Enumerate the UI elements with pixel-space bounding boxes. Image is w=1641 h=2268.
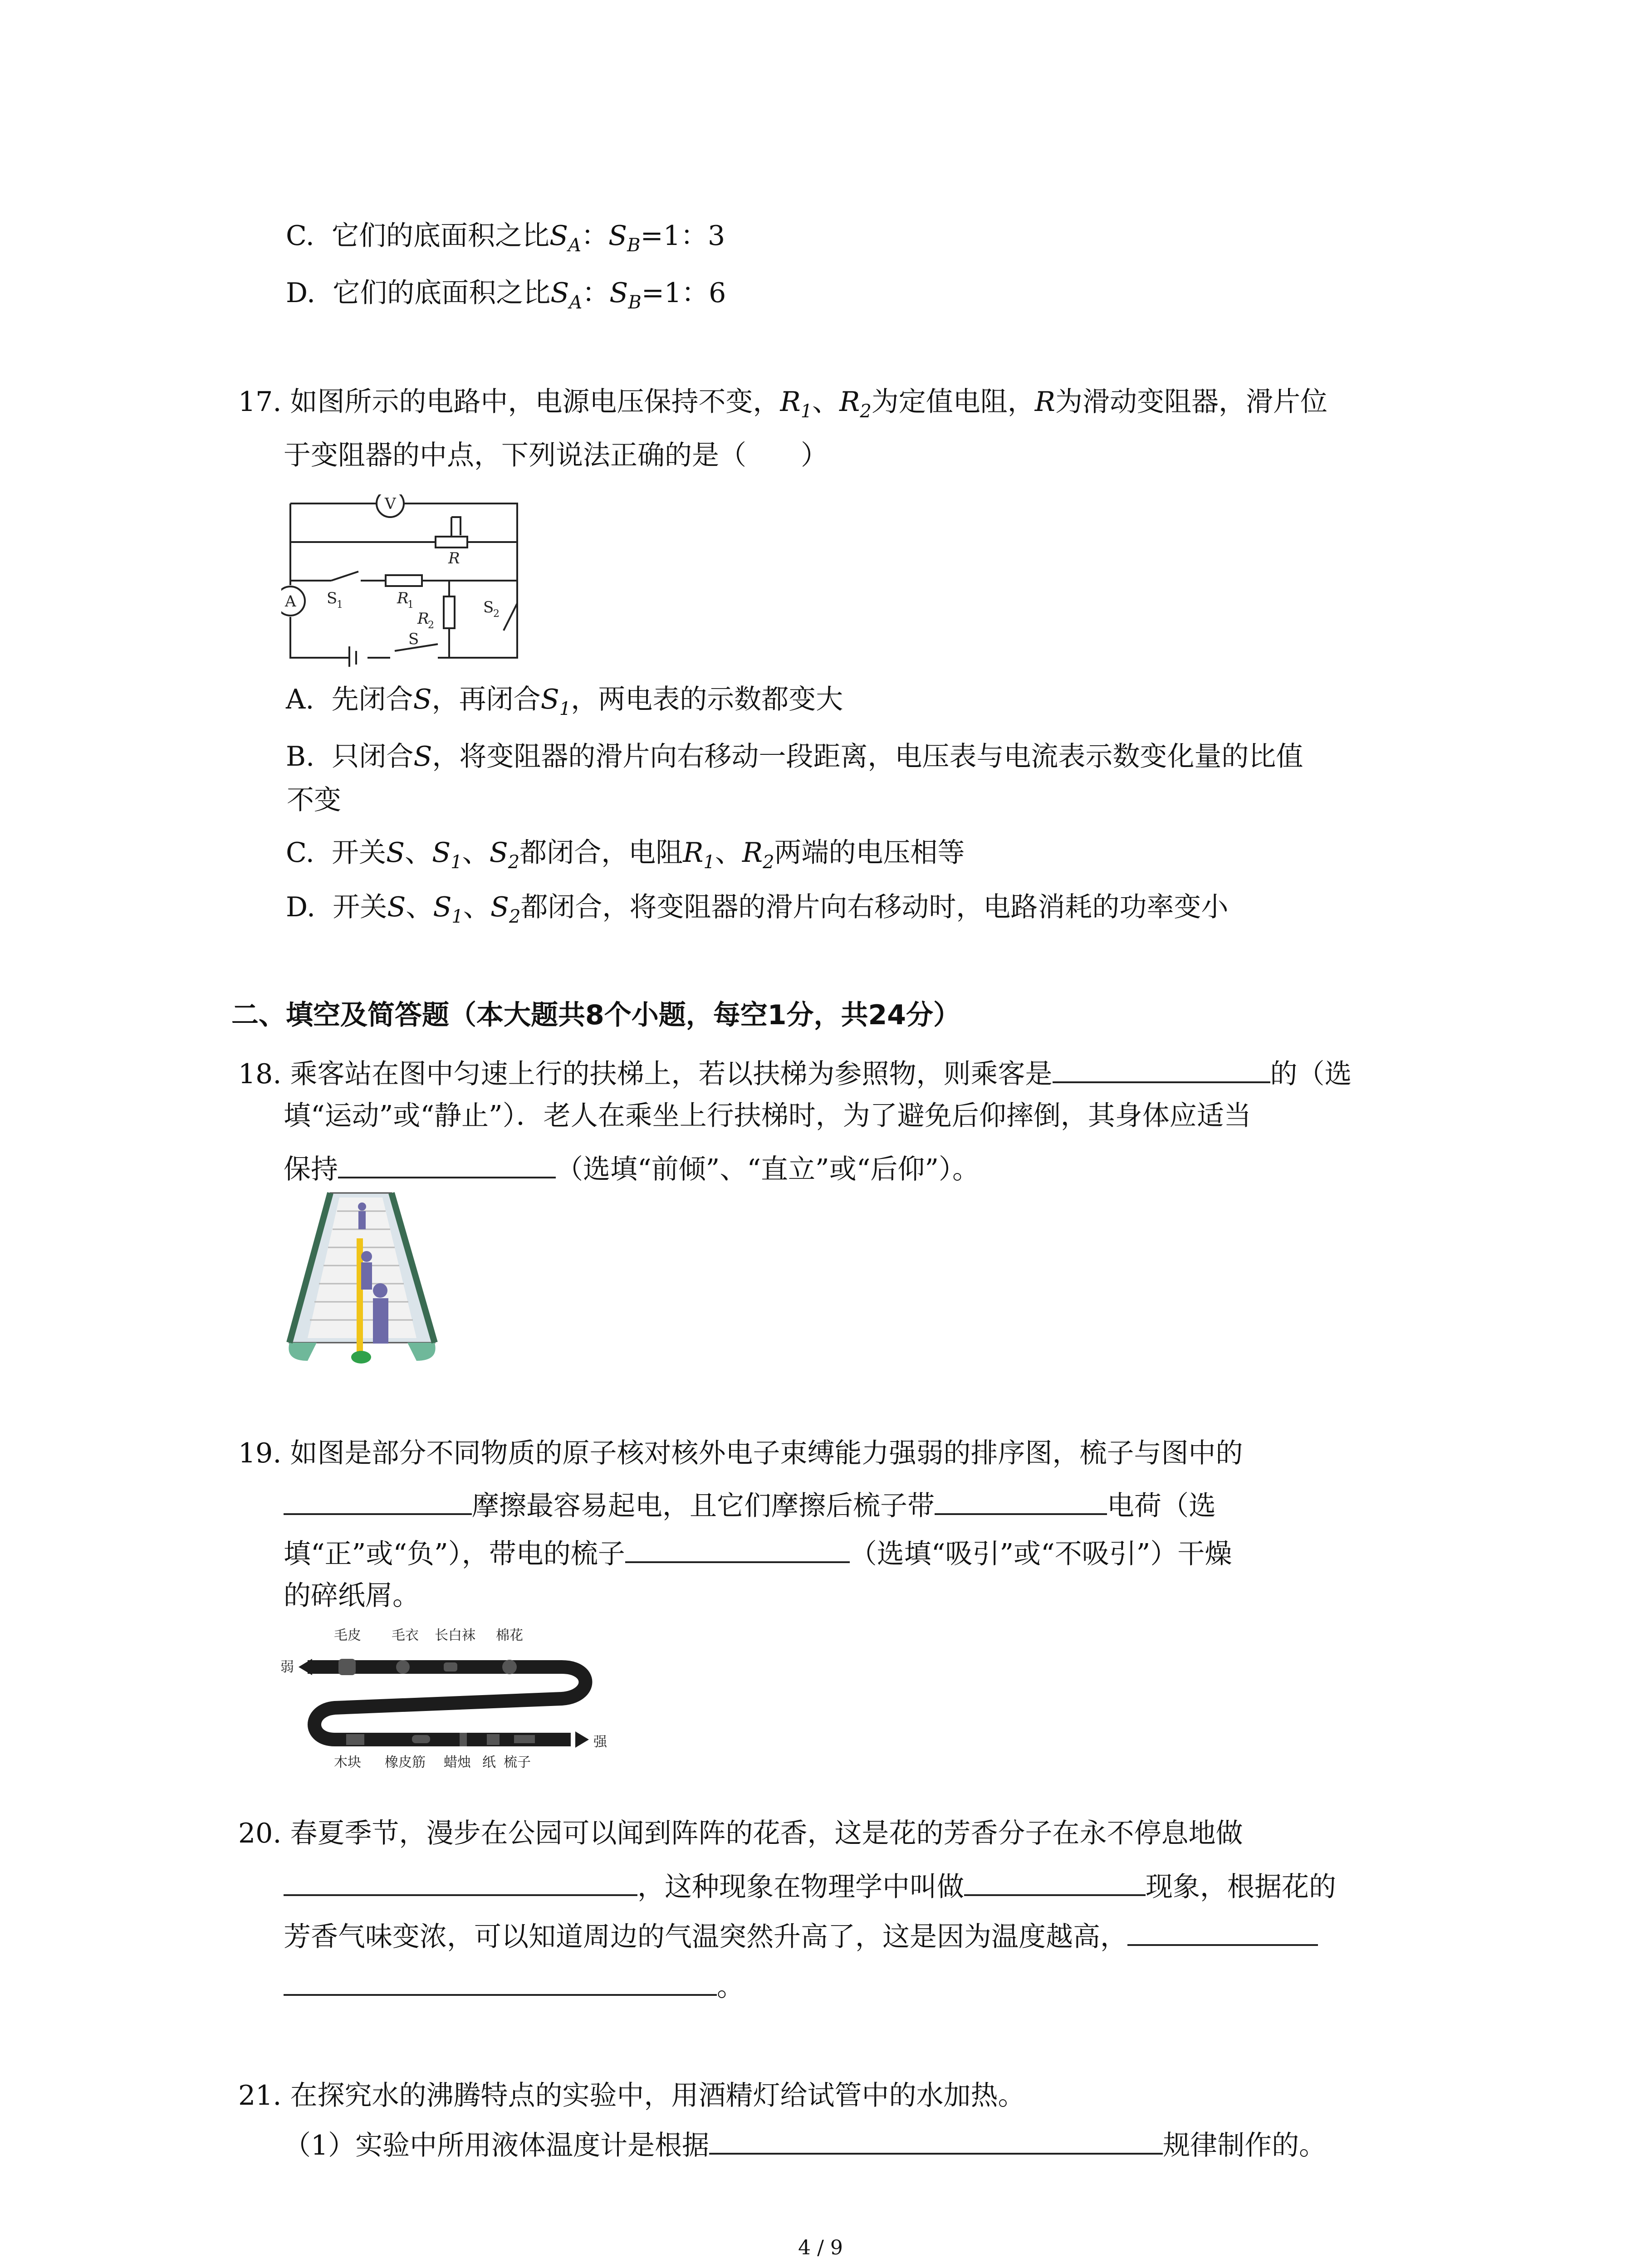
q20-line3: 芳香气味变浓，可以知道周边的气温突然升高了，这是因为温度越高， xyxy=(284,1914,1318,1956)
svg-text:1: 1 xyxy=(407,599,414,611)
label-comb: 梳子 xyxy=(504,1755,531,1770)
rheostat-label: R xyxy=(448,549,460,567)
q16-option-c: C. 它们的底面积之比$S_A$：$S_B=1$：3 xyxy=(286,220,725,256)
switch-s1-label: S xyxy=(327,589,338,607)
label-weak: 弱 xyxy=(280,1659,294,1675)
q18-blank-2[interactable] xyxy=(338,1147,556,1178)
label-paper: 纸 xyxy=(482,1755,496,1770)
q17-option-c: C. 开关S、$S_1$、$S_2$都闭合，电阻$R_1$、$R_2$两端的电压相等 xyxy=(286,837,965,873)
resistor-r2-label: R xyxy=(417,610,429,628)
q19-blank-1[interactable] xyxy=(284,1483,472,1515)
q17-option-a: A. 先闭合S，再闭合$S_1$，两电表的示数都变大 xyxy=(286,684,843,719)
switch-s-label: S xyxy=(408,630,419,648)
q19-line4: 的碎纸屑。 xyxy=(284,1580,420,1612)
escalator-image xyxy=(280,1188,441,1365)
triboelectric-series-figure xyxy=(280,1622,616,1771)
q18-line2: 填“运动”或“静止”）．老人在乘坐上行扶梯时，为了避免后仰摔倒，其身体应适当 xyxy=(284,1100,1251,1132)
q18-blank-1[interactable] xyxy=(1053,1051,1270,1083)
page-number: 4 / 9 xyxy=(798,2236,843,2259)
label-white-socks: 长白袜 xyxy=(435,1628,475,1643)
section-heading: 二、填空及简答题（本大题共8个小题，每空1分，共24分） xyxy=(231,999,960,1031)
q21-sub1: （1）实验中所用液体温度计是根据 规律制作的。 xyxy=(284,2123,1326,2165)
resistor-r1-label: R xyxy=(397,589,409,607)
q17-option-b: B. 只闭合S，将变阻器的滑片向右移动一段距离，电压表与电流表示数变化量的比值 xyxy=(286,741,1303,772)
ammeter-label: A xyxy=(285,592,296,611)
label-fur: 毛皮 xyxy=(334,1628,361,1643)
label-candle: 蜡烛 xyxy=(444,1755,471,1770)
circuit-diagram xyxy=(281,494,535,667)
q21-line1: 21. 在探究水的沸腾特点的实验中，用酒精灯给试管中的水加热。 xyxy=(238,2080,1025,2112)
q20-line1: 20. 春夏季节，漫步在公园可以闻到阵阵的花香，这是花的芳香分子在永不停息地做 xyxy=(238,1818,1243,1849)
q19-line1: 19. 如图是部分不同物质的原子核对核外电子束缚能力强弱的排序图，梳子与图中的 xyxy=(238,1437,1243,1469)
q18-line3: 保持 （选填“前倾”、“直立”或“后仰”）。 xyxy=(284,1147,980,1188)
switch-s2-label: S xyxy=(483,598,494,616)
q20-blank-3[interactable] xyxy=(1127,1914,1318,1946)
svg-text:2: 2 xyxy=(428,620,434,631)
q20-line4: 。 xyxy=(284,1964,744,2006)
label-cotton: 棉花 xyxy=(496,1628,523,1643)
label-strong: 强 xyxy=(593,1734,607,1750)
q20-blank-1[interactable] xyxy=(284,1864,637,1896)
label-sweater: 毛衣 xyxy=(392,1628,419,1643)
q19-line3: 填“正”或“负”），带电的梳子 （选填“吸引”或“不吸引”）干燥 xyxy=(284,1531,1232,1573)
q17-stem-line1: 17. 如图所示的电路中，电源电压保持不变，$R_1$、$R_2$为定值电阻，R为滑动变阻器，滑片位 xyxy=(238,386,1327,422)
label-rubber-band: 橡皮筋 xyxy=(385,1755,426,1770)
svg-text:2: 2 xyxy=(493,608,500,620)
q19-line2: 摩擦最容易起电，且它们摩擦后梳子带 电荷（选 xyxy=(284,1483,1216,1525)
q17-option-d: D. 开关S、$S_1$、$S_2$都闭合，将变阻器的滑片向右移动时，电路消耗的功率变小 xyxy=(286,891,1229,927)
q16-option-d: D. 它们的底面积之比$S_A$：$S_B=1$：6 xyxy=(286,277,726,313)
label-wood: 木块 xyxy=(334,1755,361,1770)
q17-stem-line2: 于变阻器的中点，下列说法正确的是（ ） xyxy=(284,440,828,471)
svg-text:1: 1 xyxy=(337,599,343,611)
voltmeter-label: V xyxy=(385,495,396,513)
q21-blank-1[interactable] xyxy=(709,2123,1163,2155)
q20-blank-2[interactable] xyxy=(964,1864,1146,1896)
q20-line2: ，这种现象在物理学中叫做 现象，根据花的 xyxy=(284,1864,1336,1906)
q19-blank-2[interactable] xyxy=(935,1483,1107,1515)
q18-line1: 18. 乘客站在图中匀速上行的扶梯上，若以扶梯为参照物，则乘客是 的（选 xyxy=(238,1051,1352,1093)
q20-blank-4[interactable] xyxy=(284,1964,717,1996)
q19-blank-3[interactable] xyxy=(625,1531,850,1563)
q17-option-b-cont: 不变 xyxy=(287,784,341,816)
